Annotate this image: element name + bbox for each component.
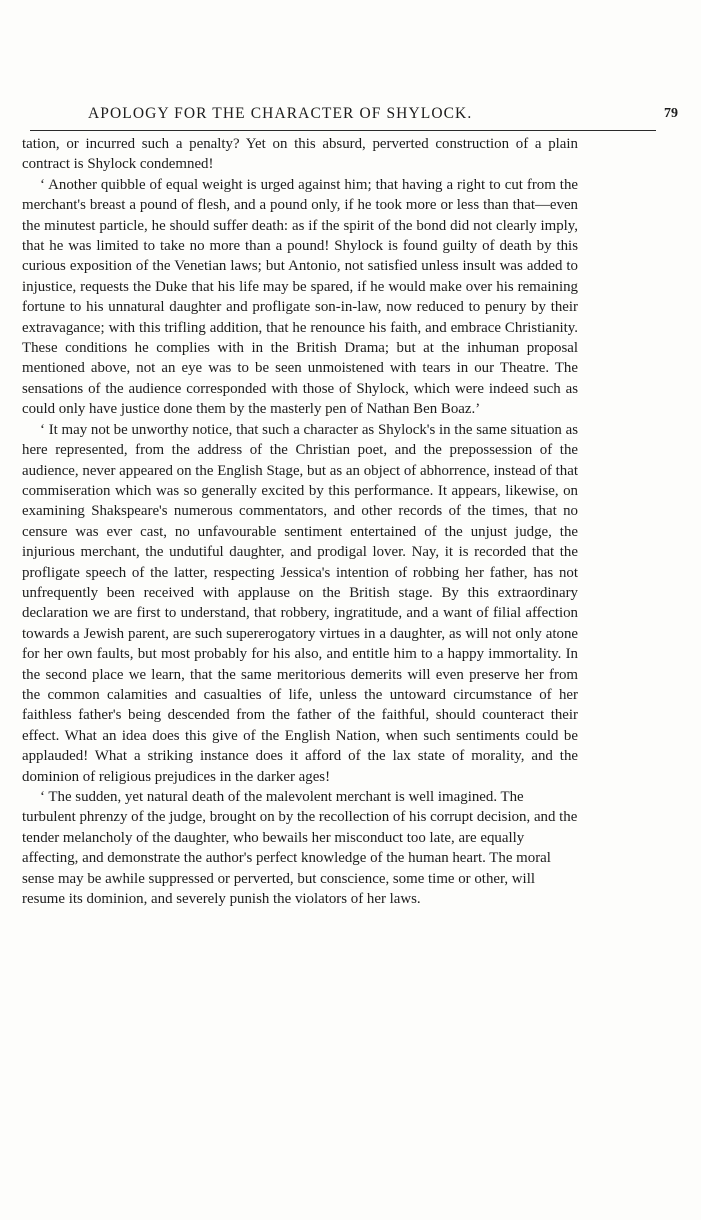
- page-number: 79: [664, 106, 678, 121]
- paragraph-continuation: tation, or incurred such a penalty? Yet on this absurd, perverted construction of a plain contract is Shylock condemned!: [22, 136, 578, 173]
- paragraph-notice: ‘ It may not be unworthy notice, that such a character as Shylock's in the same situation as here represented, from the address of the Christian poet, and the prepossession of the audience, never appeared on the English Stage, but as an object of abhorrence, instead of that commiseration which was so generally excited by this performance. It appears, likewise, on examining Shakspeare's numerous commentators, and other records of the times, that no censure was ever cast, no unfavourable sentiment entertained of the unjust judge, the injurious merchant, the undutiful daughter, and prodigal lover. Nay, it is recorded that the profligate speech of the latter, respecting Jessica's intention of robbing her father, has not unfrequently been received with applause on the British stage. By this extraordinary declaration we are first to understand, that robbery, ingratitude, and a want of filial affection towards a Jewish parent, are such supererogatory virtues in a daughter, as will not only atone for her own faults, but most probably for his also, and entitle him to a happy immortality. In the second place we learn, that the same meritorious demerits will even preserve her from the common calamities and casualties of life, unless the untoward circumstance of her faithless father's being descended from the father of the faithful, should counteract their effect. What an idea does this give of the English Nation, when such sentiments could be applauded! What a striking instance does it afford of the lax state of morality, and the dominion of religious prejudices in the darker ages!: [22, 421, 578, 785]
- header-rule: [30, 130, 656, 131]
- body-text: [22, 134, 578, 909]
- paragraph-quibble: ‘ Another quibble of equal weight is urged against him; that having a right to cut from the merchant's breast a pound of flesh, and a pound only, if he took more or less than that—even the minutest particle, he should suffer death: as if the spirit of the bond did not clearly imply, that he was limited to take no more than a pound! Shylock is found guilty of death by this curious exposition of the Venetian laws; but Antonio, not satisfied unless insult was added to injustice, requests the Duke that his life may be spared, if he would make over his remaining fortune to his unnatural daughter and profligate son-in-law, now reduced to penury by their extravagance; with this trifling addition, that he renounce his faith, and embrace Christianity. These conditions he complies with in the British Drama; but at the inhuman proposal mentioned above, not an eye was to be seen unmoistened with tears in our Theatre. The sensations of the audience corresponded with those of Shylock, which were indeed such as could only have justice done them by the masterly pen of Nathan Ben Boaz.’: [22, 176, 578, 418]
- running-title: APOLOGY FOR THE CHARACTER OF SHYLOCK.: [88, 105, 473, 122]
- paragraph-death: ‘ The sudden, yet natural death of the malevolent merchant is well imagined. The turbulent phrenzy of the judge, brought on by the recollection of his corrupt decision, and the tender melancholy of the daughter, who bewails her misconduct too late, are equally affecting, and demonstrate the author's perfect knowledge of the human heart. The moral sense may be awhile suppressed or perverted, but conscience, some time or other, will resume its dominion, and severely punish the violators of her laws.: [22, 789, 578, 908]
- running-head: [30, 103, 680, 129]
